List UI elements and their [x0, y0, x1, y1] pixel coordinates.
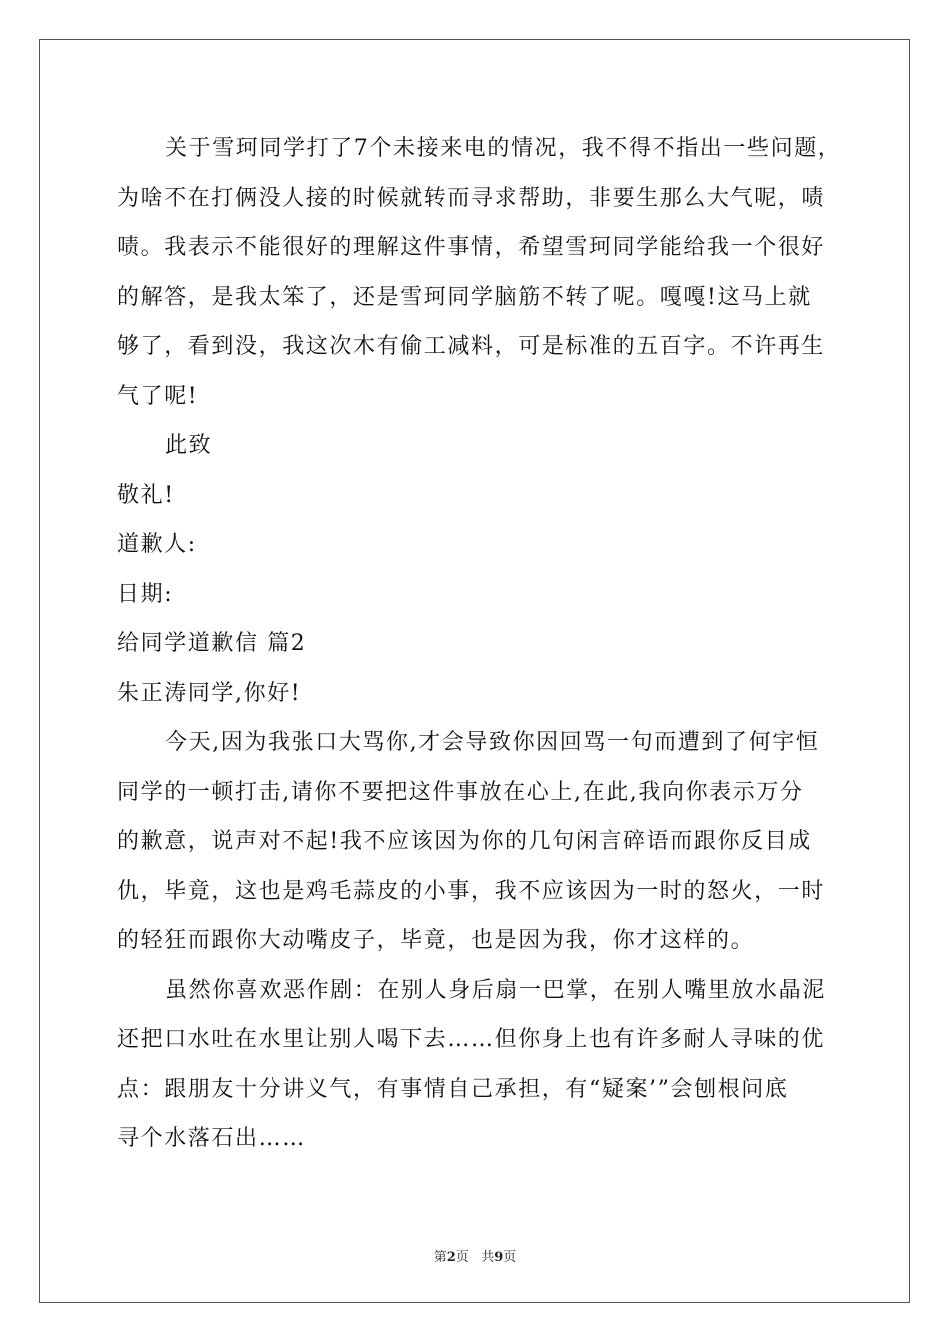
document-body	[117, 124, 842, 1164]
closing-regards: 敬礼!	[117, 482, 175, 508]
paragraph-line: 啧。我表示不能很好的理解这件事情，希望雪珂同学能给我一个很好	[117, 235, 826, 260]
footer-total-pages: 9	[494, 1250, 504, 1265]
paragraph-line: 同学的一顿打击,请你不要把这件事放在心上,在此,我向你表示万分	[117, 779, 804, 805]
footer-page-number: 2	[446, 1250, 456, 1265]
footer-total-prefix: 共	[481, 1250, 495, 1265]
paragraph-line: 点：跟朋友十分讲义气，有事情自己承担，有“疑案’”会刨根问底	[117, 1076, 789, 1102]
paragraph-line: 气了呢!	[117, 383, 199, 409]
paragraph-line: 还把口水吐在水里让别人喝下去……但你身上也有许多耐人寻味的优	[117, 1027, 826, 1052]
date-label: 日期:	[117, 581, 174, 607]
closing-salutation: 此致	[165, 433, 213, 458]
footer-page-prefix: 第	[433, 1250, 447, 1265]
paragraph-line: 关于雪珂同学打了7个未接来电的情况，我不得不指出一些问题，	[165, 136, 842, 161]
paragraph-line: 为啥不在打俩没人接的时候就转而寻求帮助，非要生那么大气呢，啧	[117, 185, 826, 211]
section-title: 给同学道歉信 篇2	[117, 631, 307, 656]
letter-greeting: 朱正涛同学,你好!	[117, 680, 302, 706]
paragraph-line: 今天,因为我张口大骂你,才会导致你因回骂一句而遭到了何宇恒	[165, 730, 820, 755]
paragraph-line: 的解答，是我太笨了，还是雪珂同学脑筋不转了呢。嘎嘎!这马上就	[117, 284, 812, 310]
paragraph-line: 够了，看到没，我这次木有偷工减料，可是标准的五百字。不许再生	[117, 334, 826, 359]
page-footer	[0, 1246, 950, 1265]
paragraph-line: 仇，毕竟，这也是鸡毛蒜皮的小事，我不应该因为一时的怒火，一时	[117, 878, 826, 904]
paragraph-line: 虽然你喜欢恶作剧：在别人身后扇一巴掌，在别人嘴里放水晶泥	[165, 977, 826, 1003]
paragraph-line: 的歉意，说声对不起!我不应该因为你的几句闲言碎语而跟你反目成	[117, 829, 812, 854]
footer-page-suffix: 页	[455, 1250, 469, 1265]
paragraph-line: 寻个水落石出……	[117, 1126, 306, 1151]
signer-label: 道歉人:	[117, 532, 197, 557]
paragraph-line: 的轻狂而跟你大动嘴皮子，毕竟，也是因为我，你才这样的。	[117, 928, 755, 953]
footer-total-suffix: 页	[503, 1250, 517, 1265]
